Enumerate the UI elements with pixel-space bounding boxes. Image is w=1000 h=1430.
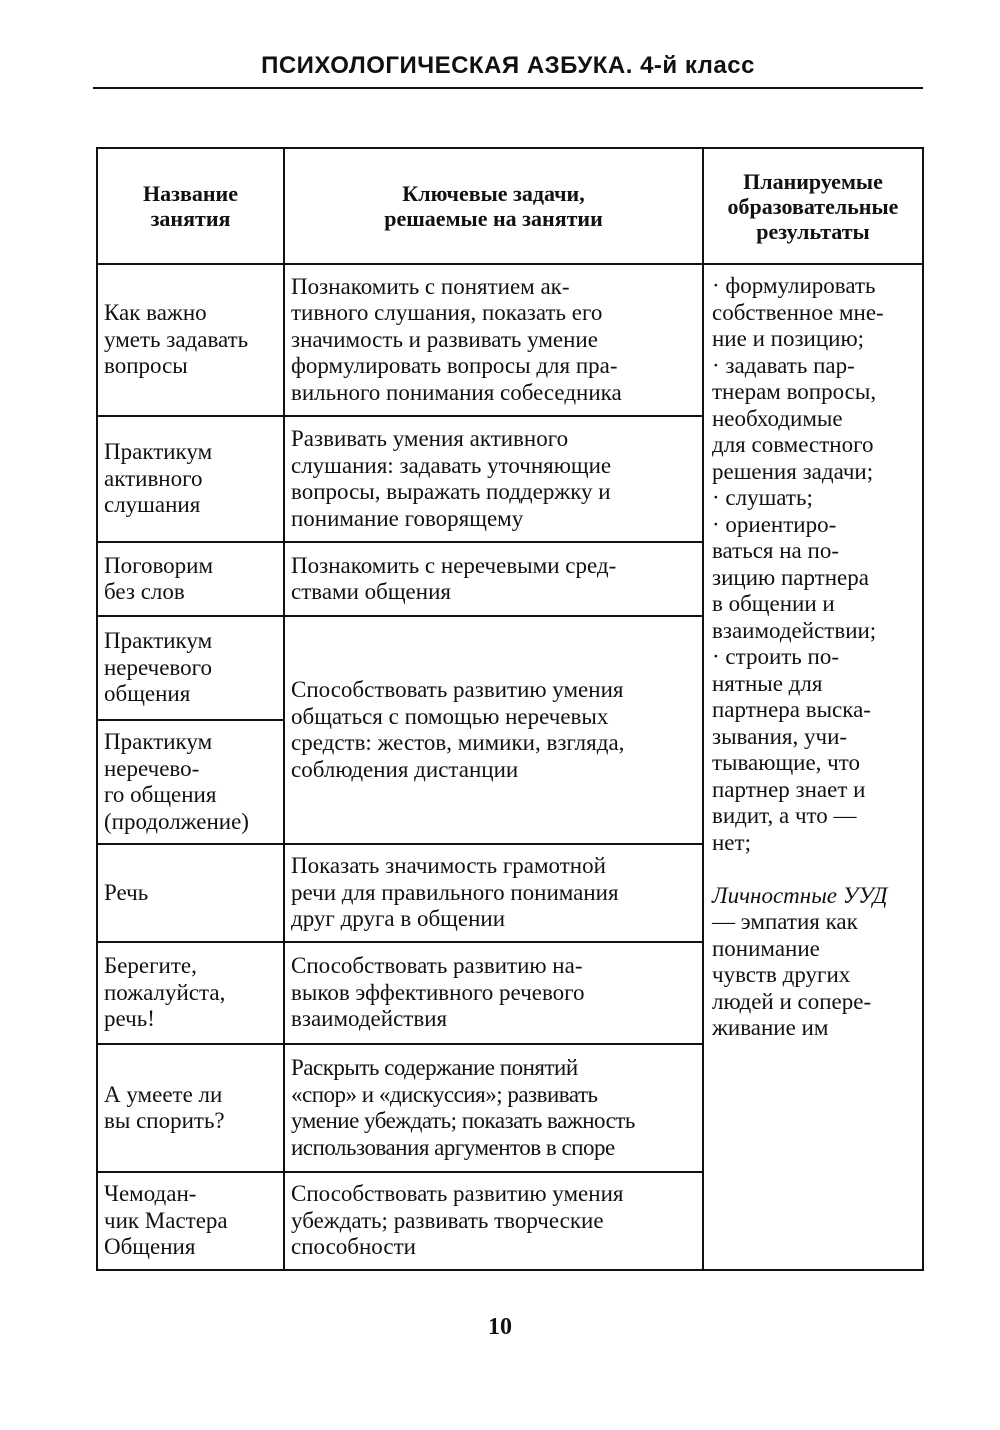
text-line: Чемодан- <box>104 1181 197 1207</box>
cell-lesson-name <box>97 416 284 542</box>
cell-key-tasks <box>284 416 703 542</box>
text-line: образовательные <box>727 193 899 219</box>
results-line: собственное мне- <box>712 299 884 325</box>
running-head: ПСИХОЛОГИЧЕСКАЯ АЗБУКА. 4-й класс <box>261 52 755 79</box>
text-line: Практикум <box>104 628 213 654</box>
text-line: Поговорим <box>104 552 214 578</box>
text-line: Способствовать развитию умения <box>291 1181 624 1207</box>
text-line: Общения <box>104 1234 196 1260</box>
header-rule <box>93 87 923 89</box>
results-line: в общении и <box>712 591 835 616</box>
lesson-plan-table <box>96 147 924 1271</box>
cell-key-tasks <box>284 264 703 416</box>
text-line: Способствовать развитию умения <box>291 677 624 702</box>
text-line: взаимодействия <box>291 1006 448 1032</box>
results-line: ние и позицию; <box>712 326 865 351</box>
results-line: · задавать пар- <box>712 352 855 378</box>
results-line: видит, а что — <box>712 803 857 828</box>
text-line: Практикум <box>104 439 213 465</box>
results-spacer <box>712 856 916 883</box>
results-line: необходимые <box>712 405 843 431</box>
cell-lesson-name <box>97 264 284 416</box>
results-line: живание им <box>712 1015 829 1040</box>
cell-lesson-name <box>97 616 284 720</box>
cell-key-tasks <box>284 616 703 844</box>
text-line: общения <box>104 681 191 707</box>
header-lesson <box>97 148 284 264</box>
results-line: взаимодействии; <box>712 617 877 643</box>
text-line: «спор» и «дискуссия»; развивать <box>291 1081 598 1107</box>
results-line: тнерам вопросы, <box>712 379 877 404</box>
text-line: (продолжение) <box>104 808 249 834</box>
results-line: нятные для <box>712 670 823 696</box>
cell-lesson-name <box>97 542 284 616</box>
cell-key-tasks <box>284 1044 703 1172</box>
header-tasks <box>284 148 703 264</box>
page-number: 10 <box>488 1314 512 1340</box>
text-line: А умеете ли <box>104 1081 223 1107</box>
text-line: го общения <box>104 782 217 807</box>
cell-planned-results <box>703 264 923 1270</box>
text-line: Практикум <box>104 729 213 754</box>
results-line: — эмпатия как <box>712 909 858 934</box>
cell-lesson-name <box>97 1044 284 1172</box>
results-line: · формулировать <box>712 273 876 298</box>
cell-lesson-name <box>97 1172 284 1270</box>
text-line: Познакомить с понятием ак- <box>291 273 570 299</box>
text-line: активного <box>104 465 203 491</box>
text-line: Развивать умения активного <box>291 426 569 451</box>
results-line: для совместного <box>712 432 874 457</box>
text-line: речи для правильного понимания <box>291 879 619 905</box>
text-line: вопросы, выражать поддержку и <box>291 479 611 504</box>
text-line: Способствовать развитию на- <box>291 953 583 979</box>
results-line: · ориентиро- <box>712 511 837 537</box>
text-line: уметь задавать <box>104 326 249 352</box>
results-line: · слушать; <box>712 485 813 510</box>
results-line: людей и сопере- <box>712 988 872 1014</box>
results-line: зицию партнера <box>712 564 869 590</box>
text-line: вы спорить? <box>104 1108 225 1133</box>
text-line: слушания <box>104 492 201 518</box>
personal-uud-heading: Личностные УУД <box>712 882 888 908</box>
text-line: Название <box>143 181 238 206</box>
cell-key-tasks <box>284 942 703 1044</box>
table-row <box>97 264 923 416</box>
text-line: значимость и развивать умение <box>291 326 598 352</box>
text-line: слушания: задавать уточняющие <box>291 452 612 478</box>
results-line: тывающие, что <box>712 750 860 775</box>
results-line: партнера выска- <box>712 697 871 722</box>
text-line: формулировать вопросы для пра- <box>291 353 618 379</box>
results-line: решения задачи; <box>712 458 874 484</box>
text-line: способности <box>291 1234 416 1260</box>
text-line: умение убеждать; показать важность <box>291 1108 635 1133</box>
text-line: Раскрыть содержание понятий <box>291 1055 578 1080</box>
cell-lesson-name <box>97 942 284 1044</box>
text-line: решаемые на занятии <box>384 206 603 231</box>
cell-lesson-name <box>97 720 284 844</box>
text-line: занятия <box>150 206 231 231</box>
cell-key-tasks <box>284 1172 703 1270</box>
results-line: нет; <box>712 829 751 855</box>
text-line: Речь <box>104 879 149 905</box>
text-line: средств: жестов, мимики, взгляда, <box>291 730 625 755</box>
cell-lesson-name <box>97 844 284 942</box>
text-line: речь! <box>104 1006 155 1032</box>
text-line: Как важно <box>104 300 207 326</box>
results-line: партнер знает и <box>712 776 866 802</box>
text-line: тивного слушания, показать его <box>291 300 603 326</box>
results-line: · строить по- <box>712 644 840 669</box>
text-line: убеждать; развивать творческие <box>291 1207 604 1233</box>
cell-key-tasks <box>284 542 703 616</box>
text-line: понимание говорящему <box>291 505 524 531</box>
text-line: чик Мастера <box>104 1207 228 1233</box>
text-line: соблюдения дистанции <box>291 756 519 782</box>
text-line: Планируемые <box>743 168 883 194</box>
text-line: вильного понимания собеседника <box>291 379 622 405</box>
results-line: понимание <box>712 935 820 961</box>
text-line: ствами общения <box>291 579 451 604</box>
text-line: результаты <box>756 218 870 244</box>
results-line: чувств других <box>712 962 851 987</box>
cell-key-tasks <box>284 844 703 942</box>
text-line: выков эффективного речевого <box>291 979 585 1005</box>
text-line: Познакомить с неречевыми сред- <box>291 552 617 578</box>
text-line: вопросы <box>104 353 188 379</box>
results-line: ваться на по- <box>712 538 839 563</box>
text-line: друг друга в общении <box>291 906 506 932</box>
text-line: общаться с помощью неречевых <box>291 703 609 729</box>
text-line: Ключевые задачи, <box>402 181 585 206</box>
text-line: без слов <box>104 579 185 604</box>
table-header-row <box>97 148 923 264</box>
text-line: пожалуйста, <box>104 979 226 1005</box>
text-line: неречевого <box>104 654 212 680</box>
text-line: использования аргументов в споре <box>291 1134 615 1160</box>
text-line: неречево- <box>104 755 200 781</box>
text-line: Берегите, <box>104 953 197 979</box>
results-line: зывания, учи- <box>712 723 848 749</box>
header-results <box>703 148 923 264</box>
text-line: Показать значимость грамотной <box>291 853 606 879</box>
